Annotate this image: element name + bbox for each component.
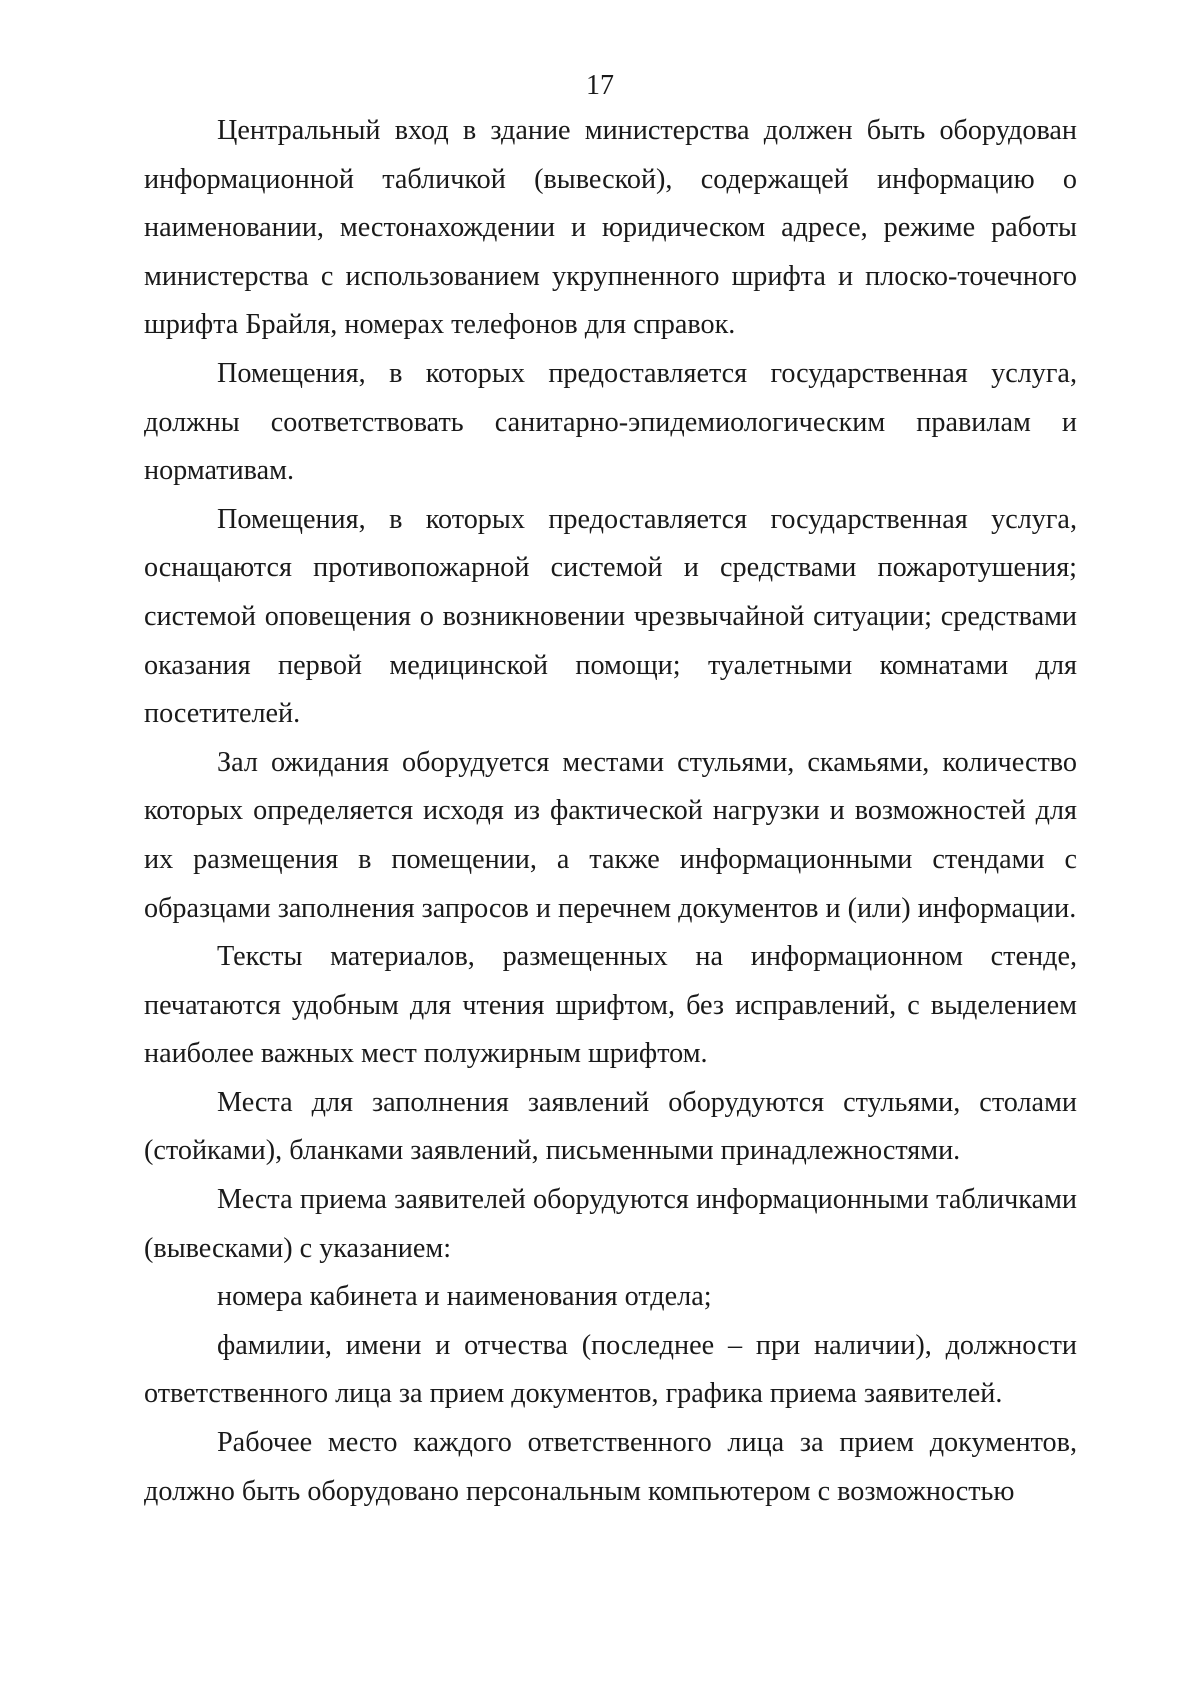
document-body bbox=[144, 107, 1077, 1516]
paragraph-stand-texts: Тексты материалов, размещенных на информационном стенде, печатаются удобным для чтения шрифтом, без исправлений, с выделением наиболее важных мест полужирным шрифтом. bbox=[144, 941, 1077, 1070]
paragraph-sanitary-rules: Помещения, в которых предоставляется государственная услуга, должны соответствовать санитарно-эпидемиологическим правилам и нормативам. bbox=[144, 357, 1077, 487]
page-number: 17 bbox=[586, 70, 614, 101]
paragraph-fire-safety: Помещения, в которых предоставляется государственная услуга, оснащаются противопожарной системой и средствами пожаротушения; системой оповещения о возникновении чрезвычайной ситуации; средствами оказания первой медицинской помощи; туалетными комнатами для посетителей. bbox=[144, 503, 1077, 730]
paragraph-responsible-person: фамилии, имени и отчества (последнее – при наличии), должности ответственного лица за прием документов, графика приема заявителей. bbox=[144, 1329, 1077, 1410]
paragraph-application-places: Места для заполнения заявлений оборудуются стульями, столами (стойками), бланками заявлений, письменными принадлежностями. bbox=[144, 1086, 1077, 1167]
paragraph-reception-places: Места приема заявителей оборудуются информационными табличками (вывесками) с указанием: bbox=[144, 1184, 1077, 1264]
paragraph-workplace: Рабочее место каждого ответственного лица за прием документов, должно быть оборудовано персональным компьютером с возможностью bbox=[144, 1427, 1077, 1507]
paragraph-office-number: номера кабинета и наименования отдела; bbox=[217, 1281, 712, 1313]
paragraph-entrance-sign: Центральный вход в здание министерства должен быть оборудован информационной табличкой (вывеской), содержащей информацию о наименовании, местонахождении и юридическом адресе, режиме работы министерства с использованием укрупненного шрифта и плоско-точечного шрифта Брайля, номерах телефонов для справок. bbox=[144, 115, 1077, 341]
paragraph-waiting-hall: Зал ожидания оборудуется местами стульями, скамьями, количество которых определяется исходя из фактической нагрузки и возможностей для их размещения в помещении, а также информационными стендами с образцами заполнения запросов и перечнем документов и (или) информации. bbox=[144, 746, 1077, 924]
